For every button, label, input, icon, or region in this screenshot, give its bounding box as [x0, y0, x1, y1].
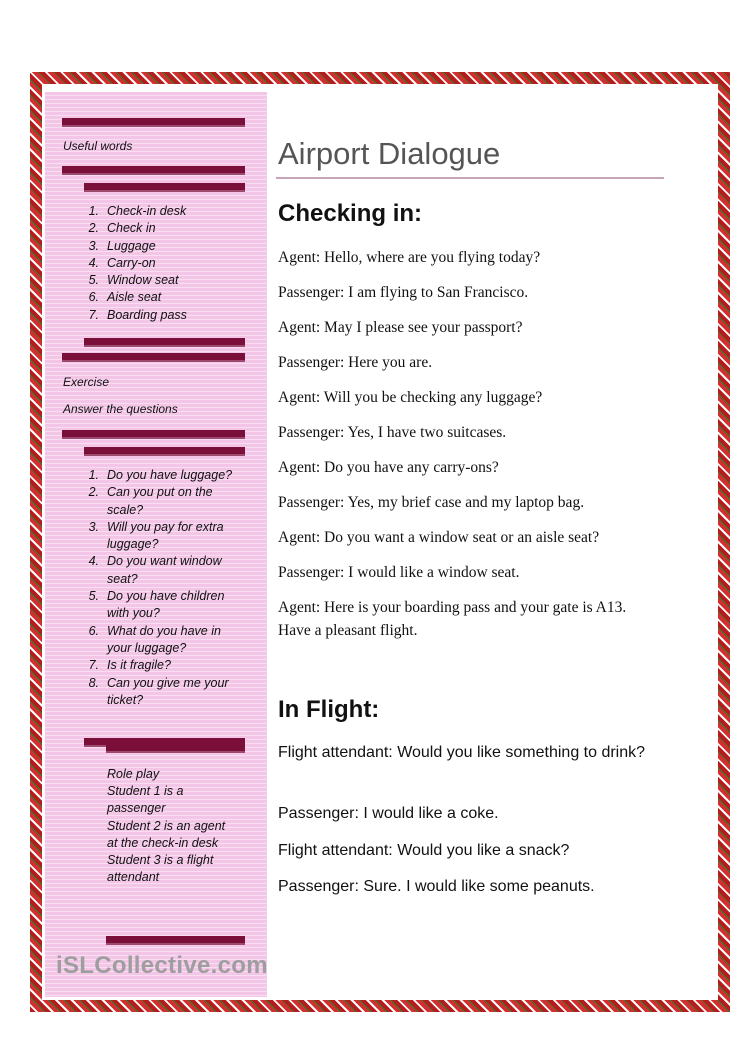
role-play-instructions: Role play Student 1 is a passenger Student 2 is an agent at the check-in desk Student 3 is a flight attendant	[107, 767, 226, 885]
dialogue-line: Passenger: Yes, I have two suitcases.	[278, 424, 507, 441]
divider-bar	[84, 338, 245, 345]
list-item: 8. Can you give me your ticket?	[88, 675, 229, 707]
watermark-logo: iSLCollective.com	[56, 952, 268, 979]
list-item: 7. Is it fragile?	[88, 658, 171, 673]
list-item: 2. Check in	[88, 221, 156, 236]
answer-questions-label: Answer the questions	[63, 402, 178, 416]
dialogue-line: Passenger: Here you are.	[278, 354, 433, 371]
dialogue-line: Agent: Will you be checking any luggage?	[278, 389, 543, 406]
questions-list	[83, 467, 243, 709]
list-item: 5. Window seat	[88, 273, 179, 288]
dialogue-line: Passenger: I would like a coke.	[278, 805, 499, 822]
dialogue-line: Agent: Do you have any carry-ons?	[278, 459, 499, 476]
divider-bar	[84, 183, 245, 190]
dialogue-line: Agent: Do you want a window seat or an aisle seat?	[278, 529, 600, 546]
dialogue-line: Agent: May I please see your passport?	[278, 319, 523, 336]
page-title: Airport Dialogue	[278, 136, 501, 171]
section-heading-in-flight: In Flight:	[278, 696, 380, 723]
divider-bar	[106, 936, 245, 943]
list-item: 3. Will you pay for extra luggage?	[88, 519, 224, 552]
list-item: 1. Do you have luggage?	[88, 468, 233, 482]
list-item: 5. Do you have children with you?	[88, 589, 225, 621]
divider-bar	[106, 744, 245, 751]
dialogue-line: Passenger: I am flying to San Francisco.	[278, 284, 529, 301]
section-heading-checking-in: Checking in:	[278, 200, 423, 227]
list-item: 6. Aisle seat	[88, 290, 162, 305]
list-item: 7. Boarding pass	[88, 307, 187, 322]
list-item: 1. Check-in desk	[88, 204, 187, 218]
useful-words-list	[83, 203, 253, 324]
title-underline	[276, 177, 664, 179]
list-item: 2. Can you put on the scale?	[88, 485, 213, 517]
list-item: 4. Do you want window seat?	[88, 554, 222, 586]
dialogue-line: Agent: Hello, where are you flying today?	[278, 249, 541, 266]
useful-words-label: Useful words	[63, 139, 133, 153]
dialogue-line: Passenger: Yes, my brief case and my laptop bag.	[278, 494, 585, 511]
divider-bar	[62, 166, 245, 173]
list-item: 3. Luggage	[88, 238, 156, 253]
dialogue-line: Agent: Here is your boarding pass and your gate is A13. Have a pleasant flight.	[278, 599, 627, 639]
dialogue-line: Passenger: I would like a window seat.	[278, 564, 520, 581]
divider-bar	[62, 118, 245, 125]
list-item: 6. What do you have in your luggage?	[88, 623, 221, 655]
divider-bar	[62, 430, 245, 437]
exercise-label: Exercise	[63, 375, 110, 389]
dialogue-line: Flight attendant: Would you like a snack?	[278, 842, 570, 859]
divider-bar	[84, 447, 245, 454]
divider-bar	[62, 353, 245, 360]
dialogue-line: Passenger: Sure. I would like some peanuts.	[278, 878, 595, 895]
dialogue-line: Flight attendant: Would you like something to drink?	[278, 744, 646, 761]
list-item: 4. Carry-on	[88, 255, 156, 270]
